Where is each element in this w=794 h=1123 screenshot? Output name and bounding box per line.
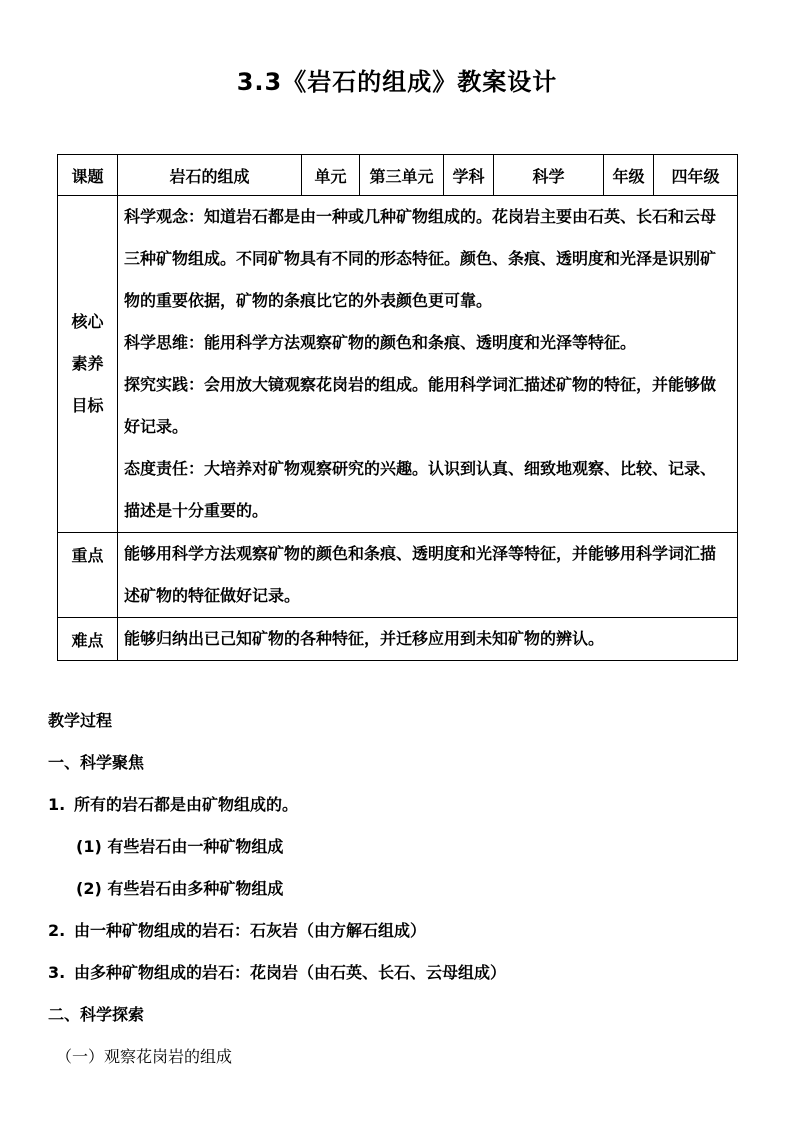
list-item-text: 所有的岩石都是由矿物组成的。 [74, 795, 299, 814]
list-item-text: 由一种矿物组成的岩石：石灰岩（由方解石组成） [74, 921, 427, 940]
difficult-point-row [58, 618, 738, 661]
key-point-row [58, 533, 738, 618]
key-point-label: 重点 [58, 533, 118, 618]
list-item [48, 910, 748, 952]
difficult-point-label: 难点 [58, 618, 118, 661]
list-item [48, 784, 748, 826]
list-number: 2. [48, 921, 66, 940]
lesson-info-table [57, 154, 738, 661]
subject-value: 科学 [494, 155, 604, 196]
unit-value: 第三单元 [360, 155, 444, 196]
sub-section-heading: （一）观察花岗岩的组成 [56, 1047, 233, 1066]
teaching-process [48, 700, 748, 1078]
difficult-point-text: 能够归纳出已己知矿物的各种特征，并迁移应用到未知矿物的辨认。 [118, 618, 738, 661]
grade-label: 年级 [604, 155, 654, 196]
grade-value: 四年级 [654, 155, 738, 196]
key-point-text: 能够用科学方法观察矿物的颜色和条痕、透明度和光泽等特征，并能够用科学词汇描述矿物的特征做好记录。 [118, 533, 738, 618]
core-label-line: 目标 [71, 396, 104, 415]
core-goals-content [118, 196, 738, 533]
document-title: 3.3《岩石的组成》教案设计 [236, 68, 558, 96]
table-header-row [58, 155, 738, 196]
list-item-text: 由多种矿物组成的岩石：花岗岩（由石英、长石、云母组成） [74, 963, 507, 982]
core-label-line: 核心 [71, 312, 104, 331]
list-item [48, 952, 748, 994]
subject-label: 学科 [444, 155, 494, 196]
core-label-line: 素养 [71, 354, 104, 373]
process-heading: 教学过程 [48, 711, 113, 730]
sub-list-item: (2) 有些岩石由多种矿物组成 [76, 879, 284, 898]
list-number: 3. [48, 963, 66, 982]
goal-scientific-concept: 科学观念：知道岩石都是由一种或几种矿物组成的。花岗岩主要由石英、长石和云母三种矿物组成。不同矿物具有不同的形态特征。颜色、条痕、透明度和光泽是识别矿物的重要依据，矿物的条痕比它的外表颜色更可靠。 [124, 207, 717, 310]
unit-label: 单元 [302, 155, 360, 196]
goal-inquiry-practice: 探究实践：会用放大镜观察花岗岩的组成。能用科学词汇描述矿物的特征，并能够做好记录。 [124, 375, 717, 436]
section-heading: 二、科学探索 [48, 1005, 145, 1024]
core-goals-label [58, 196, 118, 533]
section-heading: 一、科学聚焦 [48, 753, 145, 772]
list-number: 1. [48, 795, 66, 814]
topic-label: 课题 [58, 155, 118, 196]
sub-list-item: (1) 有些岩石由一种矿物组成 [76, 837, 284, 856]
goal-scientific-thinking: 科学思维：能用科学方法观察矿物的颜色和条痕、透明度和光泽等特征。 [124, 333, 637, 352]
goal-attitude-responsibility: 态度责任：大培养对矿物观察研究的兴趣。认识到认真、细致地观察、比较、记录、描述是十分重要的。 [124, 459, 717, 520]
core-goals-row [58, 196, 738, 533]
topic-value: 岩石的组成 [118, 155, 302, 196]
